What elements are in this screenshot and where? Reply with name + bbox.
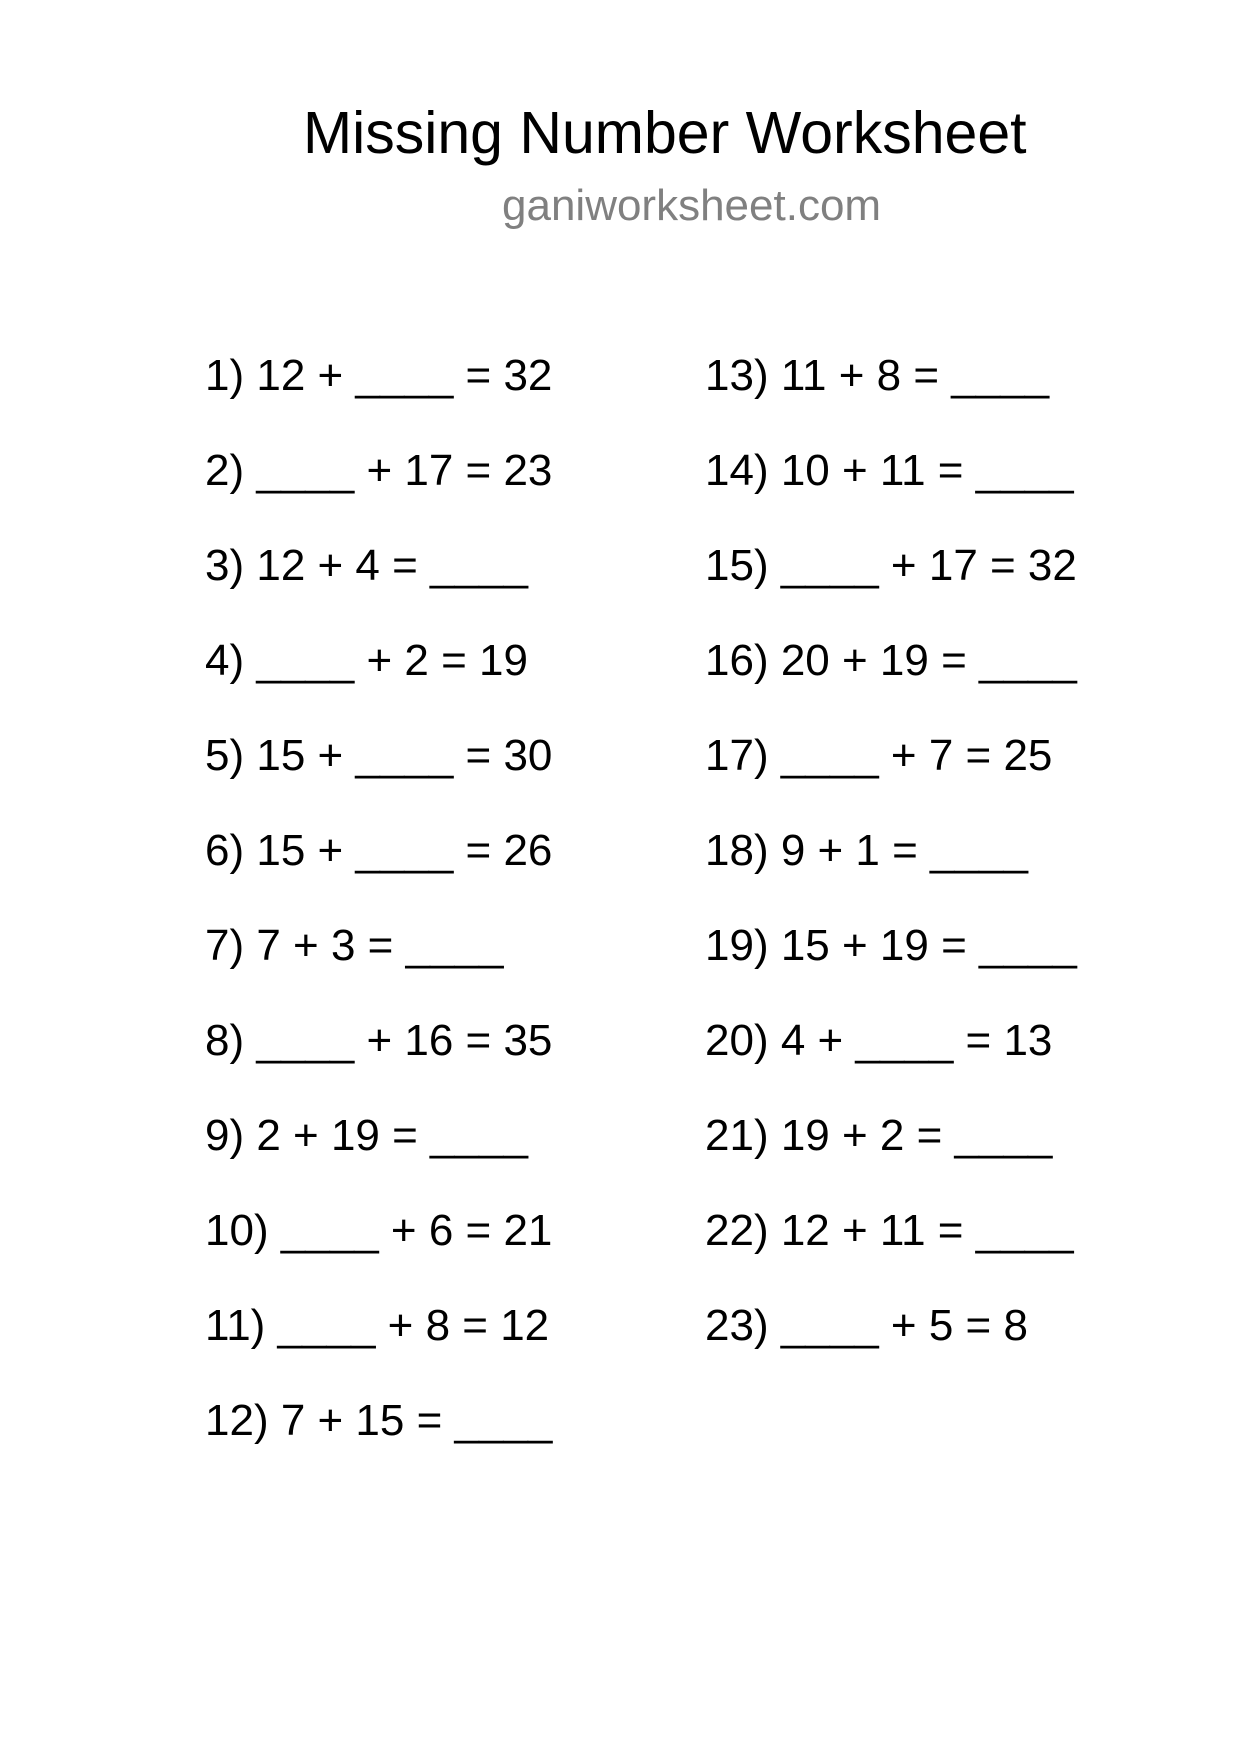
problem-22: 22) 12 + 11 = ____ (705, 1206, 1074, 1255)
problem-6: 6) 15 + ____ = 26 (205, 826, 553, 875)
problem-5: 5) 15 + ____ = 30 (205, 731, 553, 780)
page-title: Missing Number Worksheet (303, 100, 1027, 166)
problem-17: 17) ____ + 7 = 25 (705, 731, 1053, 780)
problem-21: 21) 19 + 2 = ____ (705, 1111, 1053, 1160)
problem-4: 4) ____ + 2 = 19 (205, 636, 528, 685)
problem-18: 18) 9 + 1 = ____ (705, 826, 1028, 875)
problem-19: 19) 15 + 19 = ____ (705, 921, 1077, 970)
problem-3: 3) 12 + 4 = ____ (205, 541, 528, 590)
problem-9: 9) 2 + 19 = ____ (205, 1111, 528, 1160)
problem-7: 7) 7 + 3 = ____ (205, 921, 504, 970)
problem-15: 15) ____ + 17 = 32 (705, 541, 1077, 590)
problem-8: 8) ____ + 16 = 35 (205, 1016, 553, 1065)
problem-1: 1) 12 + ____ = 32 (205, 351, 553, 400)
site-url-subtitle: ganiworksheet.com (502, 181, 882, 230)
problem-14: 14) 10 + 11 = ____ (705, 446, 1074, 495)
problem-13: 13) 11 + 8 = ____ (705, 351, 1050, 400)
problem-2: 2) ____ + 17 = 23 (205, 446, 553, 495)
problem-10: 10) ____ + 6 = 21 (205, 1206, 553, 1255)
problem-16: 16) 20 + 19 = ____ (705, 636, 1077, 685)
problem-11: 11) ____ + 8 = 12 (205, 1301, 550, 1350)
problem-12: 12) 7 + 15 = ____ (205, 1396, 553, 1445)
problem-20: 20) 4 + ____ = 13 (705, 1016, 1053, 1065)
problem-23: 23) ____ + 5 = 8 (705, 1301, 1028, 1350)
